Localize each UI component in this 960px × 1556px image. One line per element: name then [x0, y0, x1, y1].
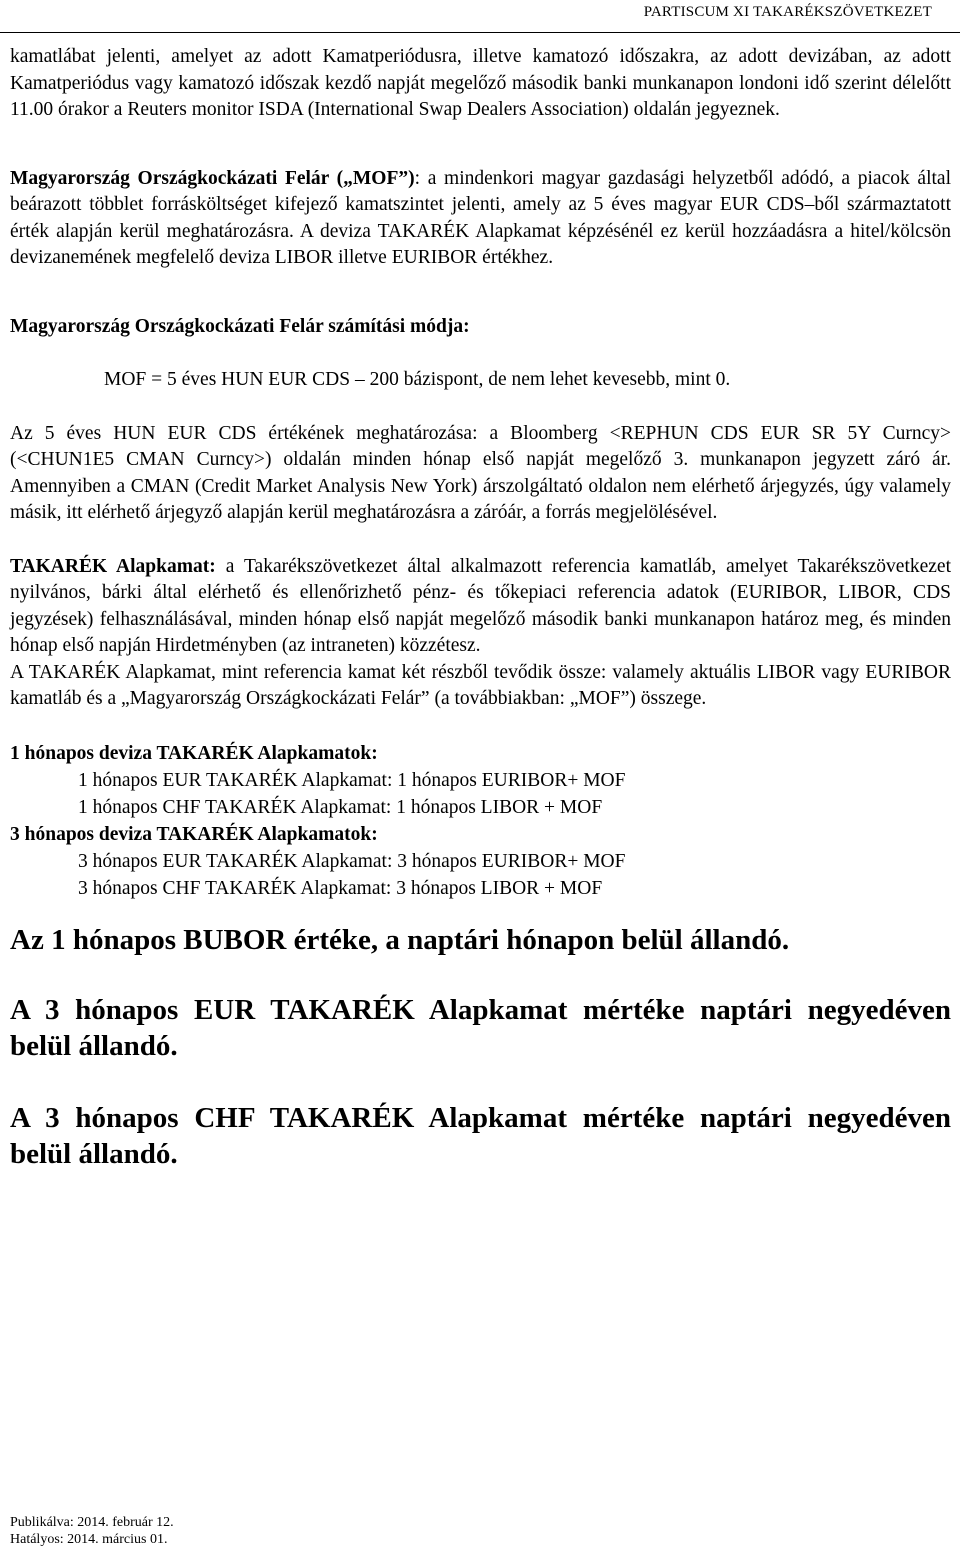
takarek-definition-term: TAKARÉK Alapkamat: — [10, 555, 216, 577]
libor-definition-paragraph: kamatlábat jelenti, amelyet az adott Kamatperiódusra, illetve kamatozó időszakra, az adott devizában, az adott Kamatperiódus vagy kamatozó időszak kezdő napját megelőző második banki munkanapon londoni idő szerint délelőtt 11.00 órakor a Reuters monitor ISDA (International Swap Dealers Association) oldalán jegyeznek. — [10, 46, 951, 120]
page-footer — [10, 1514, 174, 1548]
three-month-heading: 3 hónapos deviza TAKARÉK Alapkamatok: — [10, 823, 378, 845]
list-item: 1 hónapos EUR TAKARÉK Alapkamat: 1 hónapos EURIBOR+ MOF — [78, 769, 626, 791]
takarek-definition-paragraph — [10, 554, 951, 660]
mof-formula: MOF = 5 éves HUN EUR CDS – 200 bázispont, de nem lehet kevesebb, mint 0. — [104, 369, 731, 390]
list-item: 3 hónapos CHF TAKARÉK Alapkamat: 3 hónapos LIBOR + MOF — [78, 877, 603, 899]
mof-definition-term: Magyarország Országkockázati Felár („MOF”) — [10, 167, 415, 189]
takarek-composition-paragraph: A TAKARÉK Alapkamat, mint referencia kamat két részből tevődik össze: valamely aktuális LIBOR vagy EURIBOR kamatláb és a „Magyarország Országkockázati Felár” (a továbbiakban: „MOF”) összege. — [10, 661, 951, 709]
eur-statement: A 3 hónapos EUR TAKARÉK Alapkamat mértéke naptári negyedéven belül állandó. — [10, 993, 951, 1062]
document-body — [10, 44, 951, 1172]
mof-definition-paragraph — [10, 166, 951, 272]
takarek-definition-text: a Takarékszövetkezet által alkalmazott referencia kamatláb, amelyet Takarékszövetkezet nyilvános, bárki által elérhető és ellenőrizhető pénz- és tőkepiaci referencia adatok (EURIBOR, LIBOR, CDS jegyzések) felhasználásával, minden hónap első napját megelőző második banki munkanapon határoz meg, és minden hónap első napján Hirdetményben (az intraneten) közzétesz. — [10, 555, 951, 656]
page-header — [0, 0, 960, 33]
effective-date: Hatályos: 2014. március 01. — [10, 1532, 168, 1547]
list-item: 3 hónapos EUR TAKARÉK Alapkamat: 3 hónapos EURIBOR+ MOF — [78, 850, 626, 872]
mof-definition-text: : a mindenkori magyar gazdasági helyzetből adódó, a piacok által beárazott többlet forrásköltséget kifejező kamatszintet jelenti, amely az 5 éves magyar EUR CDS–ből származtatott érték alapján kerül meghatározásra. A deviza TAKARÉK Alapkamat képzésénél ez kerül hozzáadásra a hitel/kölcsön devizanemének megfelelő deviza LIBOR illetve EURIBOR értékhez. — [10, 167, 951, 268]
header-title: PARTISCUM XI TAKARÉKSZÖVETKEZET — [643, 4, 932, 20]
chf-statement: A 3 hónapos CHF TAKARÉK Alapkamat mértéke naptári negyedéven belül állandó. — [10, 1101, 951, 1170]
list-item: 1 hónapos CHF TAKARÉK Alapkamat: 1 hónapos LIBOR + MOF — [78, 796, 603, 818]
mof-calculation-heading: Magyarország Országkockázati Felár számítási módja: — [10, 315, 470, 337]
cds-paragraph: Az 5 éves HUN EUR CDS értékének meghatározása: a Bloomberg <REPHUN CDS EUR SR 5Y Curncy> (<CHUN1E5 CMAN Curncy>) oldalán minden hónap első napját megelőző 3. munkanapon jegyzett záró ár. Amennyiben a CMAN (Credit Market Analysis New York) árszolgáltató oldalon nem elérhető árjegyzés, úgy valamely másik, itt elérhető árjegyző alapján kerül meghatározásra a záróár, a forrás megjelölésével. — [10, 422, 951, 523]
published-date: Publikálva: 2014. február 12. — [10, 1515, 174, 1530]
one-month-heading: 1 hónapos deviza TAKARÉK Alapkamatok: — [10, 742, 378, 764]
bubor-statement: Az 1 hónapos BUBOR értéke, a naptári hónapon belül állandó. — [10, 923, 790, 956]
